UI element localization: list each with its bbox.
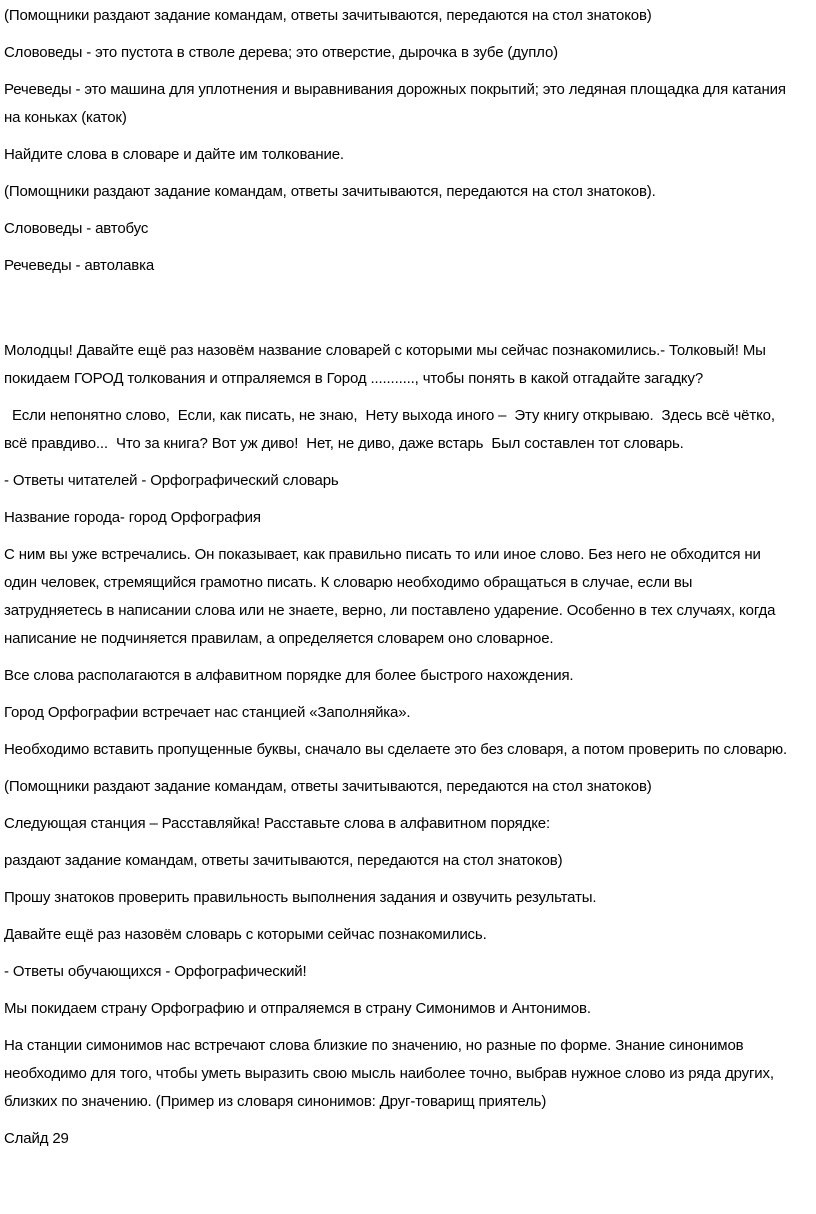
paragraph-synonyms-station: На станции симонимов нас встречают слова близкие по значению, но разные по форме. Знание синонимов необходимо для того, чтобы уметь выразить свою мысль наиболее точно, выбрав нужное слово из ряда других, близких по значению. (Пример из словаря синонимов: Друг-товарищ приятель) [4,1037,778,1110]
paragraph-task: Найдите слова в словаре и дайте им толкование. [4,146,344,163]
paragraph-riddle: Если непонятно слово, Если, как писать, не знаю, Нету выхода иного – Эту книгу открываю. Здесь всё чётко, всё правдиво... Что за книга? Вот уж диво! Нет, не диво, даже встарь Был составлен тот словарь. [4,407,779,452]
paragraph-leaving-orfografia: Мы покидаем страну Орфографию и отпраляемся в страну Симонимов и Антонимов. [4,1000,591,1017]
paragraph-rechevedy-word: Речеведы - автолавка [4,257,155,274]
paragraph-stage-direction: (Помощники раздают задание командам, ответы зачитываются, передаются на стол знатоков) [4,7,652,24]
paragraph-alphabetical-order: Все слова располагаются в алфавитном порядке для более быстрого нахождения. [4,667,574,684]
paragraph-city-name: Название города- город Орфография [4,509,261,526]
paragraph-stage-direction-partial: раздают задание командам, ответы зачитываются, передаются на стол знатоков) [4,852,563,869]
paragraph-slovovedy-answer: Слововеды - это пустота в стволе дерева; это отверстие, дырочка в зубе (дупло) [4,44,558,61]
paragraph-experts-check: Прошу знатоков проверить правильность выполнения задания и озвучить результаты. [4,889,597,906]
paragraph-molodtsy: Молодцы! Давайте ещё раз назовём название словарей с которыми мы сейчас познакомились.- Толковый! Мы покидаем ГОРОД толкования и отпраляемся в Город ..........., чтобы понять в какой отгадайте загадку? [4,342,770,387]
paragraph-slovovedy-word: Слововеды - автобус [4,220,149,237]
paragraph-students-answer: - Ответы обучающихся - Орфографический! [4,963,307,980]
slide-reference: Слайд 29 [4,1130,69,1147]
paragraph-readers-answer: - Ответы читателей - Орфографический словарь [4,472,339,489]
paragraph-station-rasstavlyayka: Следующая станция – Расставляйка! Расставьте слова в алфавитном порядке: [4,815,550,832]
blank-line [4,289,794,337]
paragraph-station-zapolnyayka: Город Орфографии встречает нас станцией «Заполняйка». [4,704,411,721]
paragraph-dictionary-description: С ним вы уже встречались. Он показывает, как правильно писать то или иное слово. Без него не обходится ни один человек, стремящийся грамотно писать. К словарю необходимо обращаться в случае, если вы затрудняетесь в написании слова или не знаете, верно, ли поставлено ударение. Особенно в тех случаях, когда написание не подчиняется правилам, а определяется словарем оно словарное. [4,546,780,647]
paragraph-stage-direction: (Помощники раздают задание командам, ответы зачитываются, передаются на стол знатоков). [4,183,656,200]
paragraph-recap: Давайте ещё раз назовём словарь с которыми сейчас познакомились. [4,926,487,943]
paragraph-fill-letters-task: Необходимо вставить пропущенные буквы, сначало вы сделаете это без словаря, а потом проверить по словарю. [4,741,788,758]
paragraph-rechevedy-answer: Речеведы - это машина для уплотнения и выравнивания дорожных покрытий; это ледяная площадка для катания на коньках (каток) [4,81,790,126]
paragraph-stage-direction: (Помощники раздают задание командам, ответы зачитываются, передаются на стол знатоков) [4,778,652,795]
